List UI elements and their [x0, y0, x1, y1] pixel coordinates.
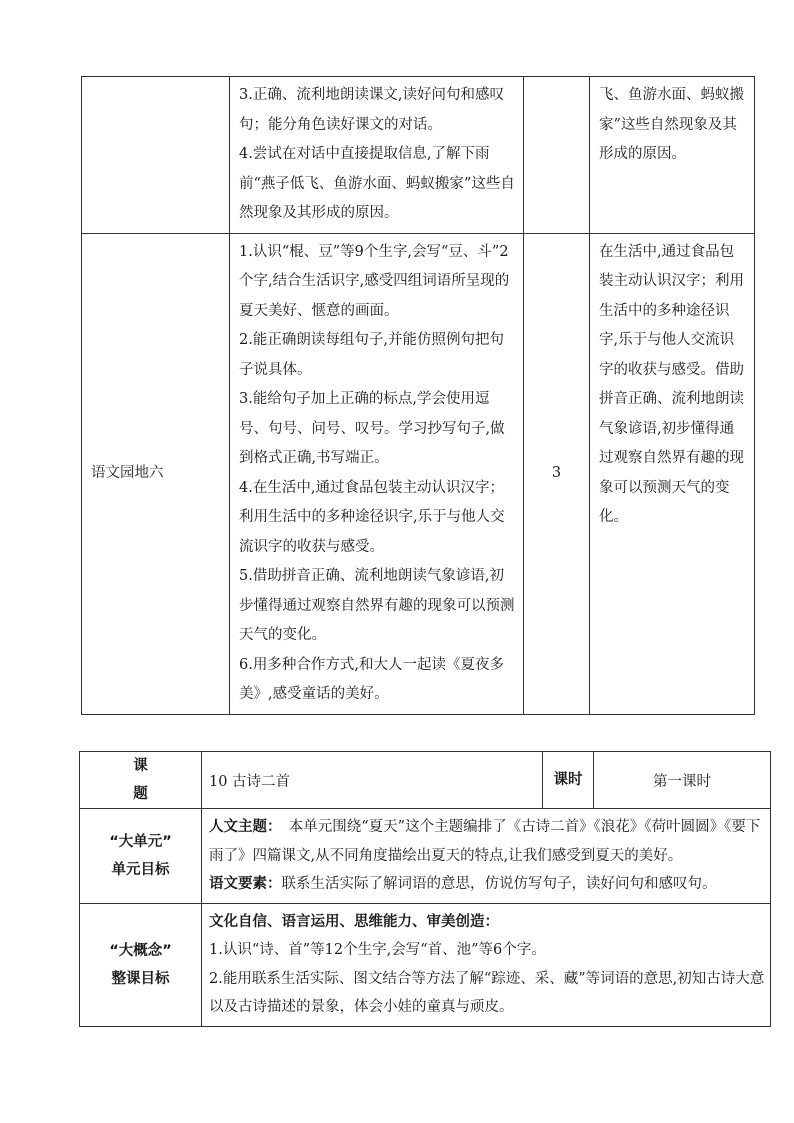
table-row [82, 233, 755, 714]
theme-text: 本单元围绕“夏天”这个主题编排了《古诗二首》《浪花》《荷叶圆圆》《要下雨了》四篇课文,从不同角度描绘出夏天的特点,让我们感受到夏天的美好。 [209, 819, 761, 864]
summary-cell [590, 233, 755, 714]
unit-goal-content [202, 809, 771, 904]
goal-item: 3.能给句子加上正确的标点,学会使用逗号、句号、问号、叹号。学习抄写句子,做到格式正确,书写端正。 [239, 391, 505, 466]
table-row [82, 77, 755, 234]
lesson-name-cell [82, 77, 230, 234]
hours-cell [524, 77, 590, 234]
goal-item: 4.在生活中,通过食品包装主动认识汉字；利用生活中的多种途径识字,乐于与他人交流识字的收获与感受。 [239, 479, 505, 555]
literacy-heading: 文化自信、语言运用、思维能力、审美创造： [209, 913, 499, 930]
concept-goal-label-line: “大概念” [109, 942, 172, 959]
goal-item: 1.认识“诗、首”等12个生字,会写“首、池”等6个字。 [209, 942, 546, 958]
concept-goal-label-line: 整课目标 [111, 970, 170, 987]
hours-cell: 3 [524, 233, 590, 714]
table-row [80, 809, 771, 904]
element-paragraph [209, 870, 766, 899]
topic-value: 10 古诗二首 [202, 752, 543, 809]
table-row [80, 752, 771, 809]
goal-item: 2.能用联系生活实际、图文结合等方法了解“踪迹、采、藏”等词语的意思,初知古诗大意以及古诗描述的景象，体会小娃的童真与顽皮。 [209, 970, 765, 1015]
concept-goal-content [202, 903, 771, 1026]
element-text: 联系生活实际了解词语的意思，仿说仿写句子，读好问句和感叹句。 [281, 876, 717, 892]
summary-cell [590, 77, 755, 234]
period-label: 课时 [543, 752, 594, 809]
lesson-plan-table [81, 76, 755, 715]
concept-goal-label [80, 903, 202, 1026]
unit-goal-label-line: 单元目标 [111, 861, 170, 878]
unit-goal-label-line: “大单元” [109, 833, 172, 850]
goals-cell [230, 233, 524, 714]
goal-item: 5.借助拼音正确、流利地朗读气象谚语,初步懂得通过观察自然界有趣的现象可以预测天气的变化。 [239, 568, 515, 643]
summary-text: 在生活中,通过食品包装主动认识汉字；利用生活中的多种途径识字,乐于与他人交流识字的收获与感受。借助拼音正确、流利地朗读气象谚语,初步懂得通过观察自然界有趣的现象可以预测天气的变化。 [599, 243, 744, 525]
goals-cell [230, 77, 524, 234]
goal-item: 1.认识“棍、豆”等9个生字,会写“豆、斗”2个字,结合生活识字,感受四组词语所呈现的夏天美好、惬意的画面。 [239, 243, 510, 319]
element-label: 语文要素： [209, 876, 282, 892]
period-value: 第一课时 [594, 752, 771, 809]
table-row [80, 903, 771, 1026]
goal-item: 6.用多种合作方式,和大人一起读《夏夜多美》,感受童话的美好。 [239, 656, 504, 702]
summary-text: 飞、鱼游水面、蚂蚁搬家”这些自然现象及其形成的原因。 [599, 87, 744, 162]
theme-label: 人文主题： [209, 819, 275, 835]
goal-item: 4.尝试在对话中直接提取信息,了解下雨前“燕子低飞、鱼游水面、蚂蚁搬家”这些自然现象及其形成的原因。 [239, 146, 515, 221]
lesson-name-cell: 语文园地六 [82, 233, 230, 714]
theme-paragraph [209, 813, 766, 870]
course-goal-table [79, 751, 771, 1027]
unit-goal-label [80, 809, 202, 904]
goal-item: 3.正确、流利地朗读课文,读好问句和感叹句；能分角色读好课文的对话。 [239, 87, 504, 133]
topic-label: 课 题 [80, 752, 202, 809]
goal-item: 2.能正确朗读每组句子,并能仿照例句把句子说具体。 [239, 332, 504, 378]
